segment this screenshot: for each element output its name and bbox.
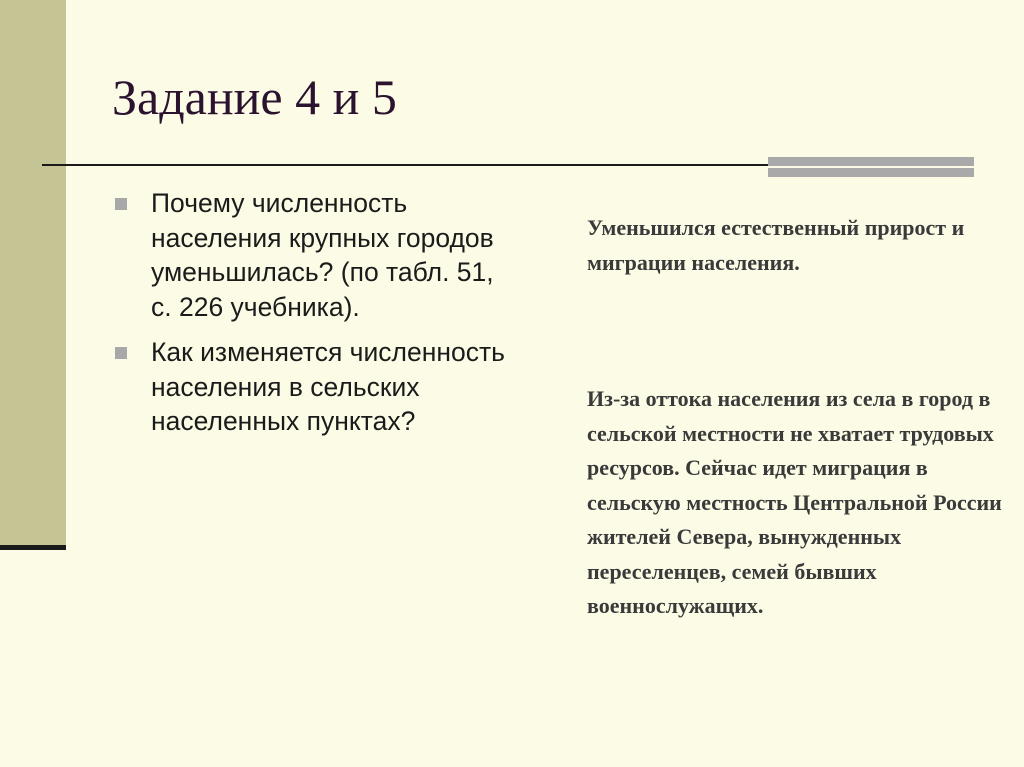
question-list [113,186,513,450]
slide-title: Задание 4 и 5 [112,69,397,125]
divider-accent [768,157,974,177]
square-bullet-icon [115,198,127,210]
side-accent-underline [0,545,66,550]
question-text: Почему численность населения крупных городов уменьшилась? (по табл. 51, с. 226 учебника). [151,188,494,322]
square-bullet-icon [115,347,127,359]
question-item [113,186,513,324]
answer-text-2: Из-за оттока населения из села в город в сельской местности не хватает трудовых ресурсов. Сейчас идет миграция в сельскую местность Центральной России жителей Севера, вынужденных переселенцев, семей бывших военнослужащих. [587,386,1002,618]
answer-text-1: Уменьшился естественный прирост и миграции населения. [587,215,965,275]
question-item [113,335,513,439]
side-accent-bar [0,0,66,545]
question-text: Как изменяется численность населения в сельских населенных пунктах? [151,337,505,436]
